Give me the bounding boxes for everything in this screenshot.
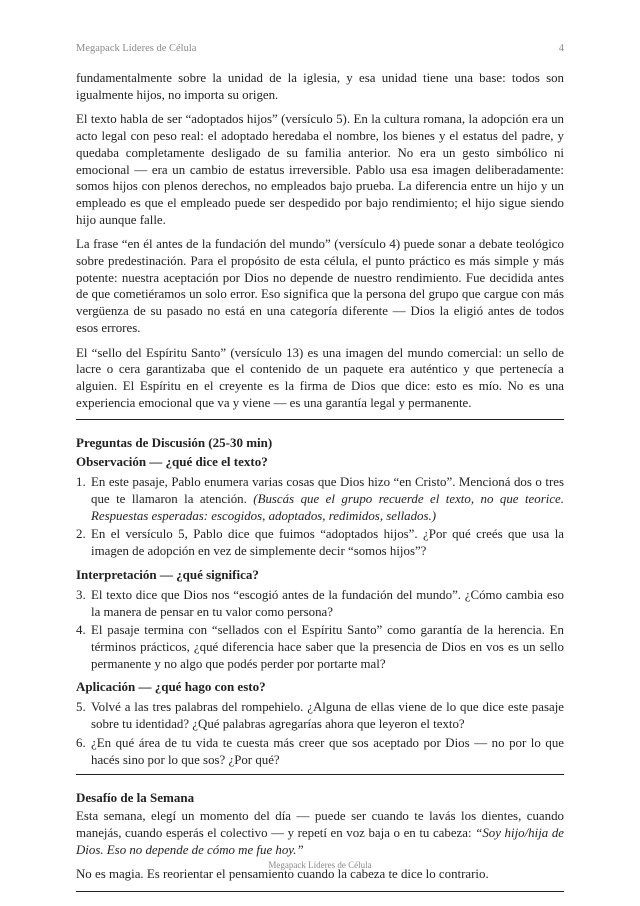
question-text: En el versículo 5, Pablo dice que fuimos “adoptados hijos”. ¿Por qué creés que usa la imagen de adopción en vez de simplemente decir “somos hijos”? [91, 527, 564, 559]
page-content [76, 70, 564, 906]
question-text: ¿En qué área de tu vida te cuesta más creer que sos aceptado por Dios — no por lo que hacés sino por lo que sos? ¿Por qué? [91, 735, 564, 767]
interpretation-questions [76, 587, 564, 673]
question-number: 2. [76, 527, 86, 542]
question-text: Volvé a las tres palabras del rompehielo. ¿Alguna de ellas viene de lo que dice este pasaje sobre tu identidad? ¿Qué palabras agregarías ahora que leyeron el texto? [91, 700, 564, 732]
question-number: 3. [76, 587, 86, 602]
question-number: 4. [76, 623, 86, 638]
challenge-closing: No es magia. Es reorientar el pensamiento cuando la cabeza te dice lo contrario. [76, 867, 489, 882]
question-item [76, 622, 564, 672]
question-text: En este pasaje, Pablo enumera varias cosas que Dios hizo “en Cristo”. Mencioná dos o tres que te llamaron la atención. [91, 475, 564, 507]
section-divider [76, 419, 564, 420]
intro-paragraph: El texto habla de ser “adoptados hijos” (versículo 5). En la cultura romana, la adopción era un acto legal con peso real: el adoptado heredaba el nombre, los bienes y el estatus del padre, y quedaba completamente desligado de su familia anterior. No era un gesto simbólico ni emocional — era un cambio de estatus irreversible. Pablo usa esa imagen deliberadamente: somos hijos con plenos derechos, no empleados bajo prueba. La diferencia entre un hijo y un empleado es que el empleado puede ser despedido por bajo rendimiento; el hijo sigue siendo hijo aunque falle. [76, 112, 564, 227]
section-divider [76, 774, 564, 775]
challenge-text: Esta semana, elegí un momento del día — puede ser cuando te lavás los dientes, cuando manejás, cuando esperás el colectivo — y repetí en voz baja o en tu cabeza: [76, 809, 564, 840]
application-questions [76, 699, 564, 768]
question-note: (Buscás que el grupo recuerde el texto, no que teorice. Respuestas esperadas: escogidos, adoptados, redimidos, sellados.) [91, 492, 564, 523]
observation-questions [76, 474, 564, 560]
challenge-quote: “Soy hijo/hija de Dios. Eso no depende de cómo me fue hoy.” [76, 825, 564, 857]
intro-paragraph: fundamentalmente sobre la unidad de la iglesia, y esa unidad tiene una base: todos son igualmente hijos, no importa su origen. [76, 71, 564, 102]
intro-paragraph: La frase “en él antes de la fundación del mundo” (versículo 4) puede sonar a debate teológico sobre predestinación. Para el propósito de esta célula, el punto práctico es más simple y más potente: nuestra aceptación por Dios no depende de nuestro rendimiento. Fue decidida antes de que cometiéramos un solo error. Eso significa que la persona del grupo que cargue con más vergüenza de su pasado no está en una categoría diferente — Dios la eligió antes de todos esos errores. [76, 237, 564, 335]
question-item [76, 474, 564, 524]
question-item [76, 735, 564, 768]
application-heading: Aplicación — ¿qué hago con esto? [76, 679, 266, 695]
observation-heading: Observación — ¿qué dice el texto? [76, 454, 268, 470]
question-item [76, 699, 564, 732]
question-number: 6. [76, 735, 86, 750]
question-item [76, 587, 564, 620]
discussion-title: Preguntas de Discusión (25-30 min) [76, 435, 273, 451]
challenge-paragraph [76, 808, 564, 858]
question-number: 5. [76, 700, 86, 715]
question-item [76, 526, 564, 559]
question-text: El texto dice que Dios nos “escogió antes de la fundación del mundo”. ¿Cómo cambia eso la manera de pensar en tu valor como persona? [91, 587, 564, 619]
question-text: El pasaje termina con “sellados con el Espíritu Santo” como garantía de la herencia. En términos prácticos, ¿qué diferencia hace saber que la presencia de Dios en vos es un sello permanente y no algo que podés perder por portarte mal? [91, 623, 564, 671]
intro-paragraph: El “sello del Espíritu Santo” (versículo 13) es una imagen del mundo comercial: un sello de lacre o cera garantizaba que el contenido de un paquete era auténtico y que pertenecía a alguien. El Espíritu en el creyente es la firma de Dios que dice: esto es mío. No es una experiencia emocional que va y viene — es una garantía legal y permanente. [76, 345, 564, 410]
page-footer: Megapack Líderes de Célula [268, 860, 372, 870]
question-number: 1. [76, 475, 86, 490]
page-number: 4 [558, 43, 564, 54]
running-header-title: Megapack Líderes de Célula [76, 43, 197, 54]
interpretation-heading: Interpretación — ¿qué significa? [76, 566, 259, 582]
challenge-title: Desafío de la Semana [76, 790, 195, 806]
section-divider [76, 891, 564, 892]
